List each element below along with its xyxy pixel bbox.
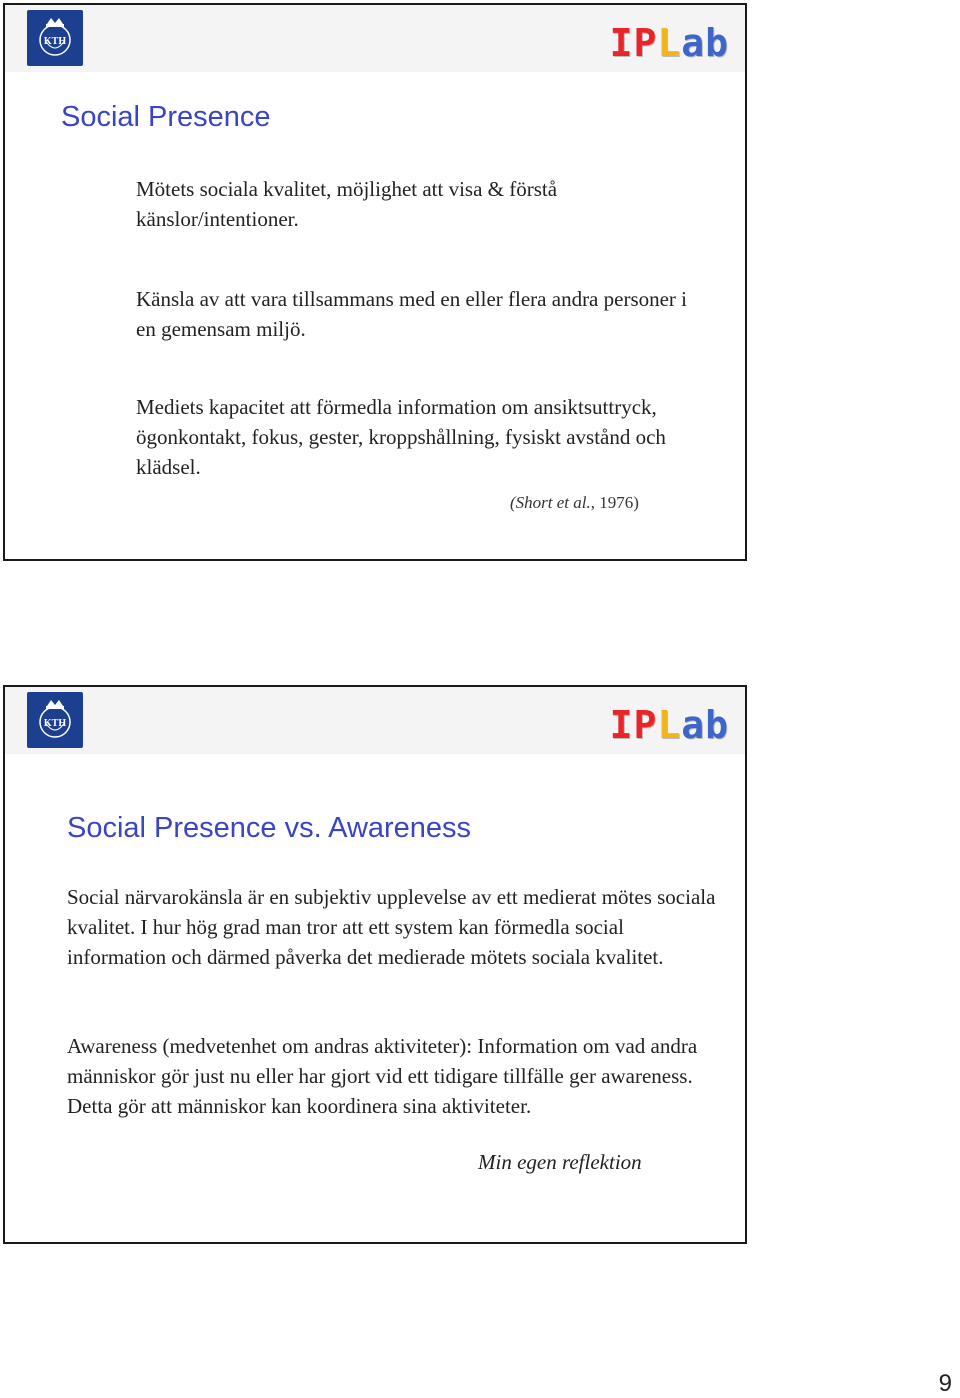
kth-logo-icon <box>27 692 83 748</box>
iplab-logo: IPLab <box>609 703 729 747</box>
slide-social-presence <box>3 3 747 561</box>
slide-title: Social Presence vs. Awareness <box>67 812 472 844</box>
iplab-logo: IPLab <box>609 21 729 65</box>
reflection-note: Min egen reflektion <box>478 1150 642 1174</box>
citation-year: , 1976) <box>590 493 639 512</box>
paragraph: Känsla av att vara tillsammans med en eller flera andra personer i en gemensam miljö. <box>136 287 688 341</box>
slide-social-presence-vs-awareness <box>3 685 747 1244</box>
page-number: 9 <box>938 1370 952 1397</box>
slide-header <box>5 5 745 72</box>
paragraph: Mötets sociala kvalitet, möjlighet att visa & förstå känslor/intentioner. <box>136 177 558 231</box>
paragraph: Social närvarokänsla är en subjektiv upplevelse av ett medierat mötes sociala kvalitet. I hur hög grad man tror att ett system kan förmedla social information och därmed påverka det medierade mötets sociala kvalitet. <box>67 885 716 969</box>
paragraph: Mediets kapacitet att förmedla information om ansiktsuttryck, ögonkontakt, fokus, gester, kroppshållning, fysiskt avstånd och klädsel. <box>136 395 666 479</box>
svg-text:KTH: KTH <box>43 718 67 729</box>
slide-header <box>5 687 745 754</box>
paragraph: Awareness (medvetenhet om andras aktiviteter): Information om vad andra människor gör just nu eller har gjort vid ett tidigare tillfälle ger awareness. Detta gör att människor kan koordinera sina aktiviteter. <box>67 1034 698 1118</box>
svg-text:KTH: KTH <box>43 36 67 47</box>
citation <box>510 493 639 513</box>
slide-title: Social Presence <box>61 101 271 133</box>
kth-logo-icon <box>27 10 83 66</box>
citation-authors: (Short et al. <box>510 493 591 512</box>
